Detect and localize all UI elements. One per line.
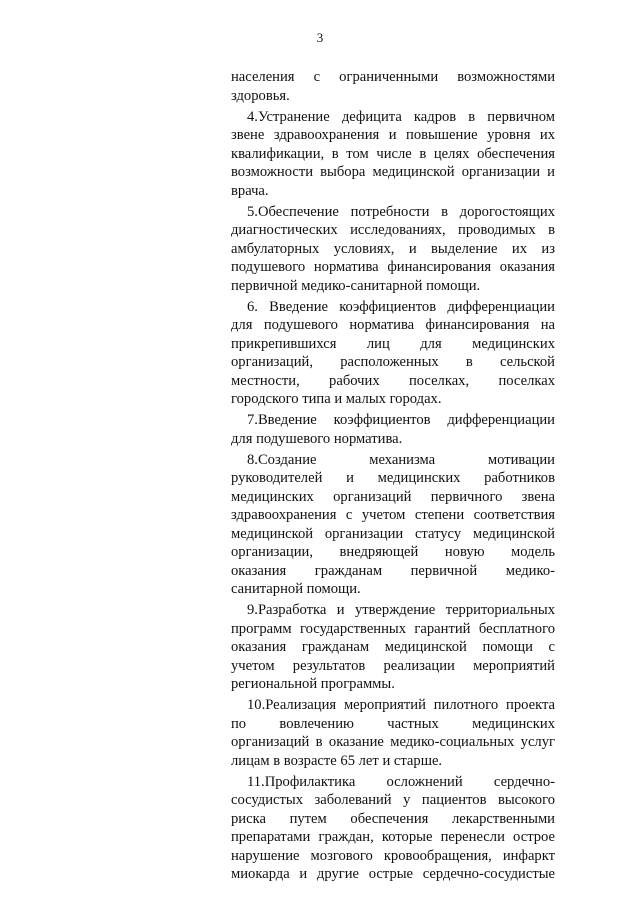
paragraph [231,451,555,599]
text-line: по вовлечению частных медицинских [231,715,555,732]
page-number: 3 [316,30,324,45]
text-line: лицам в возрасте 65 лет и старше. [231,752,443,769]
text-line: риска путем обеспечения лекарственными [231,810,555,827]
text-line: санитарной помощи. [231,581,361,597]
text-line: 6. Введение коэффициентов дифференциации [247,298,555,315]
text-line: 4.Устранение дефицита кадров в первичном [247,108,555,125]
text-line: организаций в оказание медико-социальных услуг [231,734,555,750]
paragraph [231,298,555,409]
text-line: здравоохранения с учетом степени соответствия [231,507,555,523]
text-line: населения с ограниченными возможностями [231,69,555,85]
text-line: 11.Профилактика осложнений сердечно- [247,773,555,790]
text-line: возможности выбора медицинской организации и [231,164,555,180]
text-line: 5.Обеспечение потребности в дорогостоящих [247,203,555,220]
text-line: 9.Разработка и утверждение территориальных [247,602,555,618]
text-column [231,68,555,886]
text-line: оказания гражданам первичной медико- [231,562,555,579]
paragraph [231,411,555,448]
text-line: квалификации, в том числе в целях обеспечения [231,145,555,162]
text-line: 8.Создание механизма мотивации [247,451,555,468]
text-line: руководителей и медицинских работников [231,470,555,486]
text-line: 7.Введение коэффициентов дифференциации [247,412,555,428]
paragraph [231,108,555,201]
text-line: диагностических исследованиях, проводимых в [231,222,555,238]
text-line: миокарда и другие острые сердечно-сосудистые [231,866,555,882]
text-line: подушевого норматива финансирования оказания [231,259,555,275]
text-line: городского типа и малых городах. [231,391,442,407]
text-line: местности, рабочих поселках, поселках [231,372,555,389]
paragraph [231,68,555,105]
paragraph [231,696,555,770]
text-line: медицинской организации статусу медицинской [231,525,555,542]
text-line: для подушевого норматива финансирования на [231,317,555,333]
text-line: нарушение мозгового кровообращения, инфаркт [231,847,555,864]
text-line: сосудистых заболеваний у пациентов высокого [231,792,555,808]
text-line: организации, внедряющей новую модель [231,544,555,560]
text-line: первичной медико-санитарной помощи. [231,277,481,294]
text-line: препаратами граждан, которые перенесли острое [231,829,555,845]
text-line: здоровья. [231,87,290,104]
text-line: прикрепившихся лиц для медицинских [231,335,555,352]
text-line: для подушевого норматива. [231,430,403,447]
paragraph [231,601,555,694]
text-line: 10.Реализация мероприятий пилотного проекта [247,697,555,713]
paragraph [231,203,555,296]
text-line: организаций, расположенных в сельской [231,354,555,370]
text-line: врача. [231,182,269,199]
paragraph [231,773,555,884]
text-line: звене здравоохранения и повышение уровня их [231,127,555,143]
text-line: региональной программы. [231,676,395,692]
text-line: учетом результатов реализации мероприятий [231,657,555,674]
text-line: программ государственных гарантий бесплатного [231,620,555,637]
text-line: медицинских организаций первичного звена [231,488,555,505]
text-line: оказания гражданам медицинской помощи с [231,639,555,655]
text-line: амбулаторных условиях, и выделение их из [231,240,555,257]
